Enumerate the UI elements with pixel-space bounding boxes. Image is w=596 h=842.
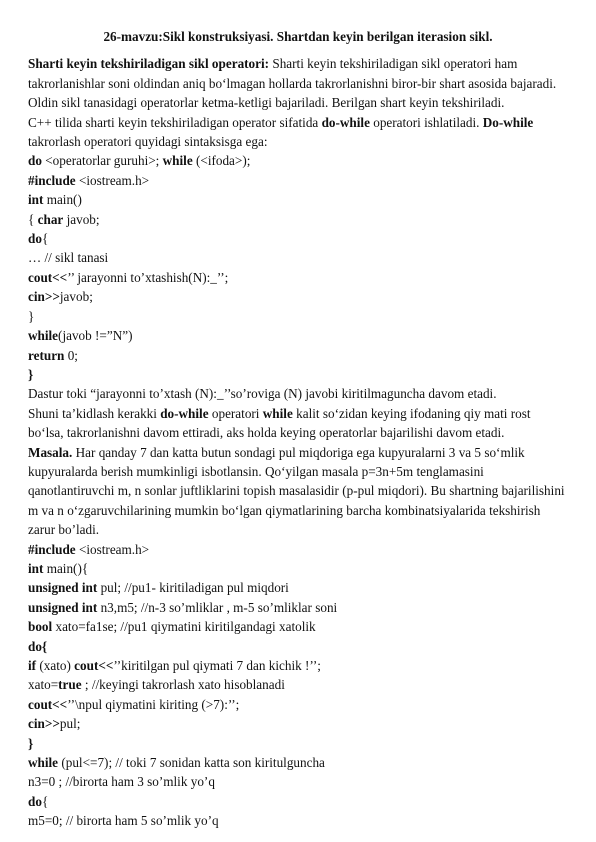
code-keyword: do [28,793,42,809]
explain-keyword: do-while [160,405,209,421]
syntax-line [28,151,568,170]
masala-heading: Masala. [28,444,73,460]
explain-paragraph-2 [28,404,568,443]
code1-line: } [28,308,35,324]
cpp-paragraph [28,113,568,152]
code2-line [28,792,568,811]
code2-line [28,656,568,675]
code2-line: n3=0 ; //birorta ham 3 so’mlik yo’q [28,774,215,790]
code2-line [28,540,568,559]
code-keyword: while [28,755,59,771]
masala-text: Har qanday 7 dan katta butun sondagi pul miqdoriga ega kupyuralarni 3 va 5 so‘mlik kupyuralarda berish mumkinligi isbotlansin. Qo‘yilgan masala p=3n+5m tenglamasini qanotlantiruvchi m, n sonlar juftliklarini topish masalasidir (p-pul miqdori). Bu shartning bajarilishini m va n o‘zgaruvchilarining mumkin bo‘lgan qiymatlarining barcha kombinatsiyalarida tekshirish zarur bo’ladi. [28,444,565,538]
code2-line [28,598,568,617]
code-keyword: true [58,677,82,693]
syntax-while: while [162,153,193,169]
intro-paragraph [28,54,568,112]
code2-line [28,578,568,597]
code-text: (xato) [36,658,75,673]
explain-paragraph-1: Dastur toki “jarayonni to’xtash (N):_’’so’roviga (N) javobi kiritilmaguncha davom etadi. [28,386,497,402]
code-text: javob; [59,289,93,305]
code1-line [28,346,568,365]
cpp-keyword-2: Do-while [482,114,534,130]
code-keyword: #include [28,172,76,188]
code1-line [28,365,568,384]
code-text: main() [43,192,82,208]
code-keyword: do [28,231,42,247]
code-text: main(){ [43,560,89,576]
code-keyword: char [37,211,64,227]
intro-heading: Sharti keyin tekshiriladigan sikl operatori: [28,56,270,72]
explain-text: Shuni ta’kidlash kerakki [28,405,161,421]
code-text: { [28,211,38,227]
code-keyword: #include [28,541,76,557]
code2-line [28,675,568,694]
code-keyword: while [28,328,59,344]
code1-line [28,268,568,287]
code-text: ’’ jarayonni to’xtashish(N):_’’; [67,269,229,285]
code-text: { [41,793,49,809]
code-text: ’’kiritilgan pul qiymati 7 dan kichik !’’; [113,658,321,673]
code1-line [28,210,568,229]
code2-line [28,734,568,753]
explain-text: kalit so‘zidan keying ifodaning qiy mati rost bo‘lsa, takrorlanishni davom ettiradi, aks holda keying operatorlar bajarilishi davom etadi. [28,405,531,441]
explain-keyword: while [262,405,293,421]
code-text: xato= [28,677,59,693]
code1-line [28,229,568,248]
code-text: (pul<=7); // toki 7 sonidan katta son kiritulguncha [58,755,325,771]
cpp-text-2: operatori ishlatiladi. [369,114,483,130]
code-keyword: cin>> [28,289,60,305]
code-keyword: if [28,658,37,673]
cpp-text-3: takrorlash operatori quyidagi sintaksisga ega: [28,134,268,150]
code-text: n3,m5; //n-3 so’mliklar , m-5 so’mliklar soni [97,599,338,615]
code-keyword: return [28,347,65,363]
code2-line [28,714,568,733]
code-keyword: unsigned int [28,580,98,596]
code1-line [28,287,568,306]
code-text: pul; [59,716,81,732]
code-text: { [41,231,49,247]
code1-line [28,171,568,190]
cpp-text-1: C++ tilida sharti keyin tekshiriladigan operator sifatida [28,114,322,130]
code1-line [28,326,568,345]
code-keyword: int [28,560,44,576]
code-text: (javob !=”N”) [58,328,133,344]
code2-line [28,753,568,772]
code-text: ; //keyingi takrorlash xato hisoblanadi [81,677,285,693]
code-keyword: bool [28,619,53,635]
syntax-text-1: <operatorlar guruhi>; [41,153,163,169]
code-text: 0; [64,347,78,363]
syntax-do: do [28,153,42,169]
code-keyword: cout<< [74,658,114,673]
explain-text: operatori [208,405,263,421]
code-text: xato=fa1se; //pu1 qiymatini kiritilgandagi xatolik [52,619,316,635]
code-keyword: } [28,735,34,751]
code1-line: … // sikl tanasi [28,250,109,266]
code2-line: m5=0; // birorta ham 5 so’mlik yo’q [28,813,219,829]
page-title: 26-mavzu:Sikl konstruksiyasi. Shartdan keyin berilgan iterasion sikl. [103,29,493,44]
code1-line [28,190,568,209]
intro-text: Sharti keyin tekshiriladigan sikl operatori ham takrorlanishlar soni oldindan aniq bo‘lmagan hollarda takrorlanishni biror-bir shart asosida bajaradi. Oldin sikl tanasidagi operatorlar ketma-ketligi bajariladi. Berilgan shart keyin tekshiriladi. [28,56,557,111]
code-keyword: } [28,366,34,382]
code-keyword: unsigned int [28,599,98,615]
code2-line [28,617,568,636]
code-text: javob; [63,211,100,227]
code-keyword: cout<< [28,269,68,285]
code-text: ’’\npul qiymatini kiriting (>7):’’; [67,696,240,712]
code-keyword: cout<< [28,696,68,712]
code-text: <iostream.h> [75,172,150,188]
code-keyword: do{ [28,638,48,654]
code-text: pul; //pu1- kiritiladigan pul miqdori [97,580,289,596]
code-keyword: cin>> [28,716,60,732]
syntax-text-2: (<ifoda>); [192,153,251,169]
code2-line [28,695,568,714]
cpp-keyword-1: do-while [321,114,370,130]
code2-line [28,637,568,656]
code-keyword: int [28,192,44,208]
masala-paragraph [28,443,568,540]
code2-line [28,559,568,578]
code-text: <iostream.h> [75,541,150,557]
